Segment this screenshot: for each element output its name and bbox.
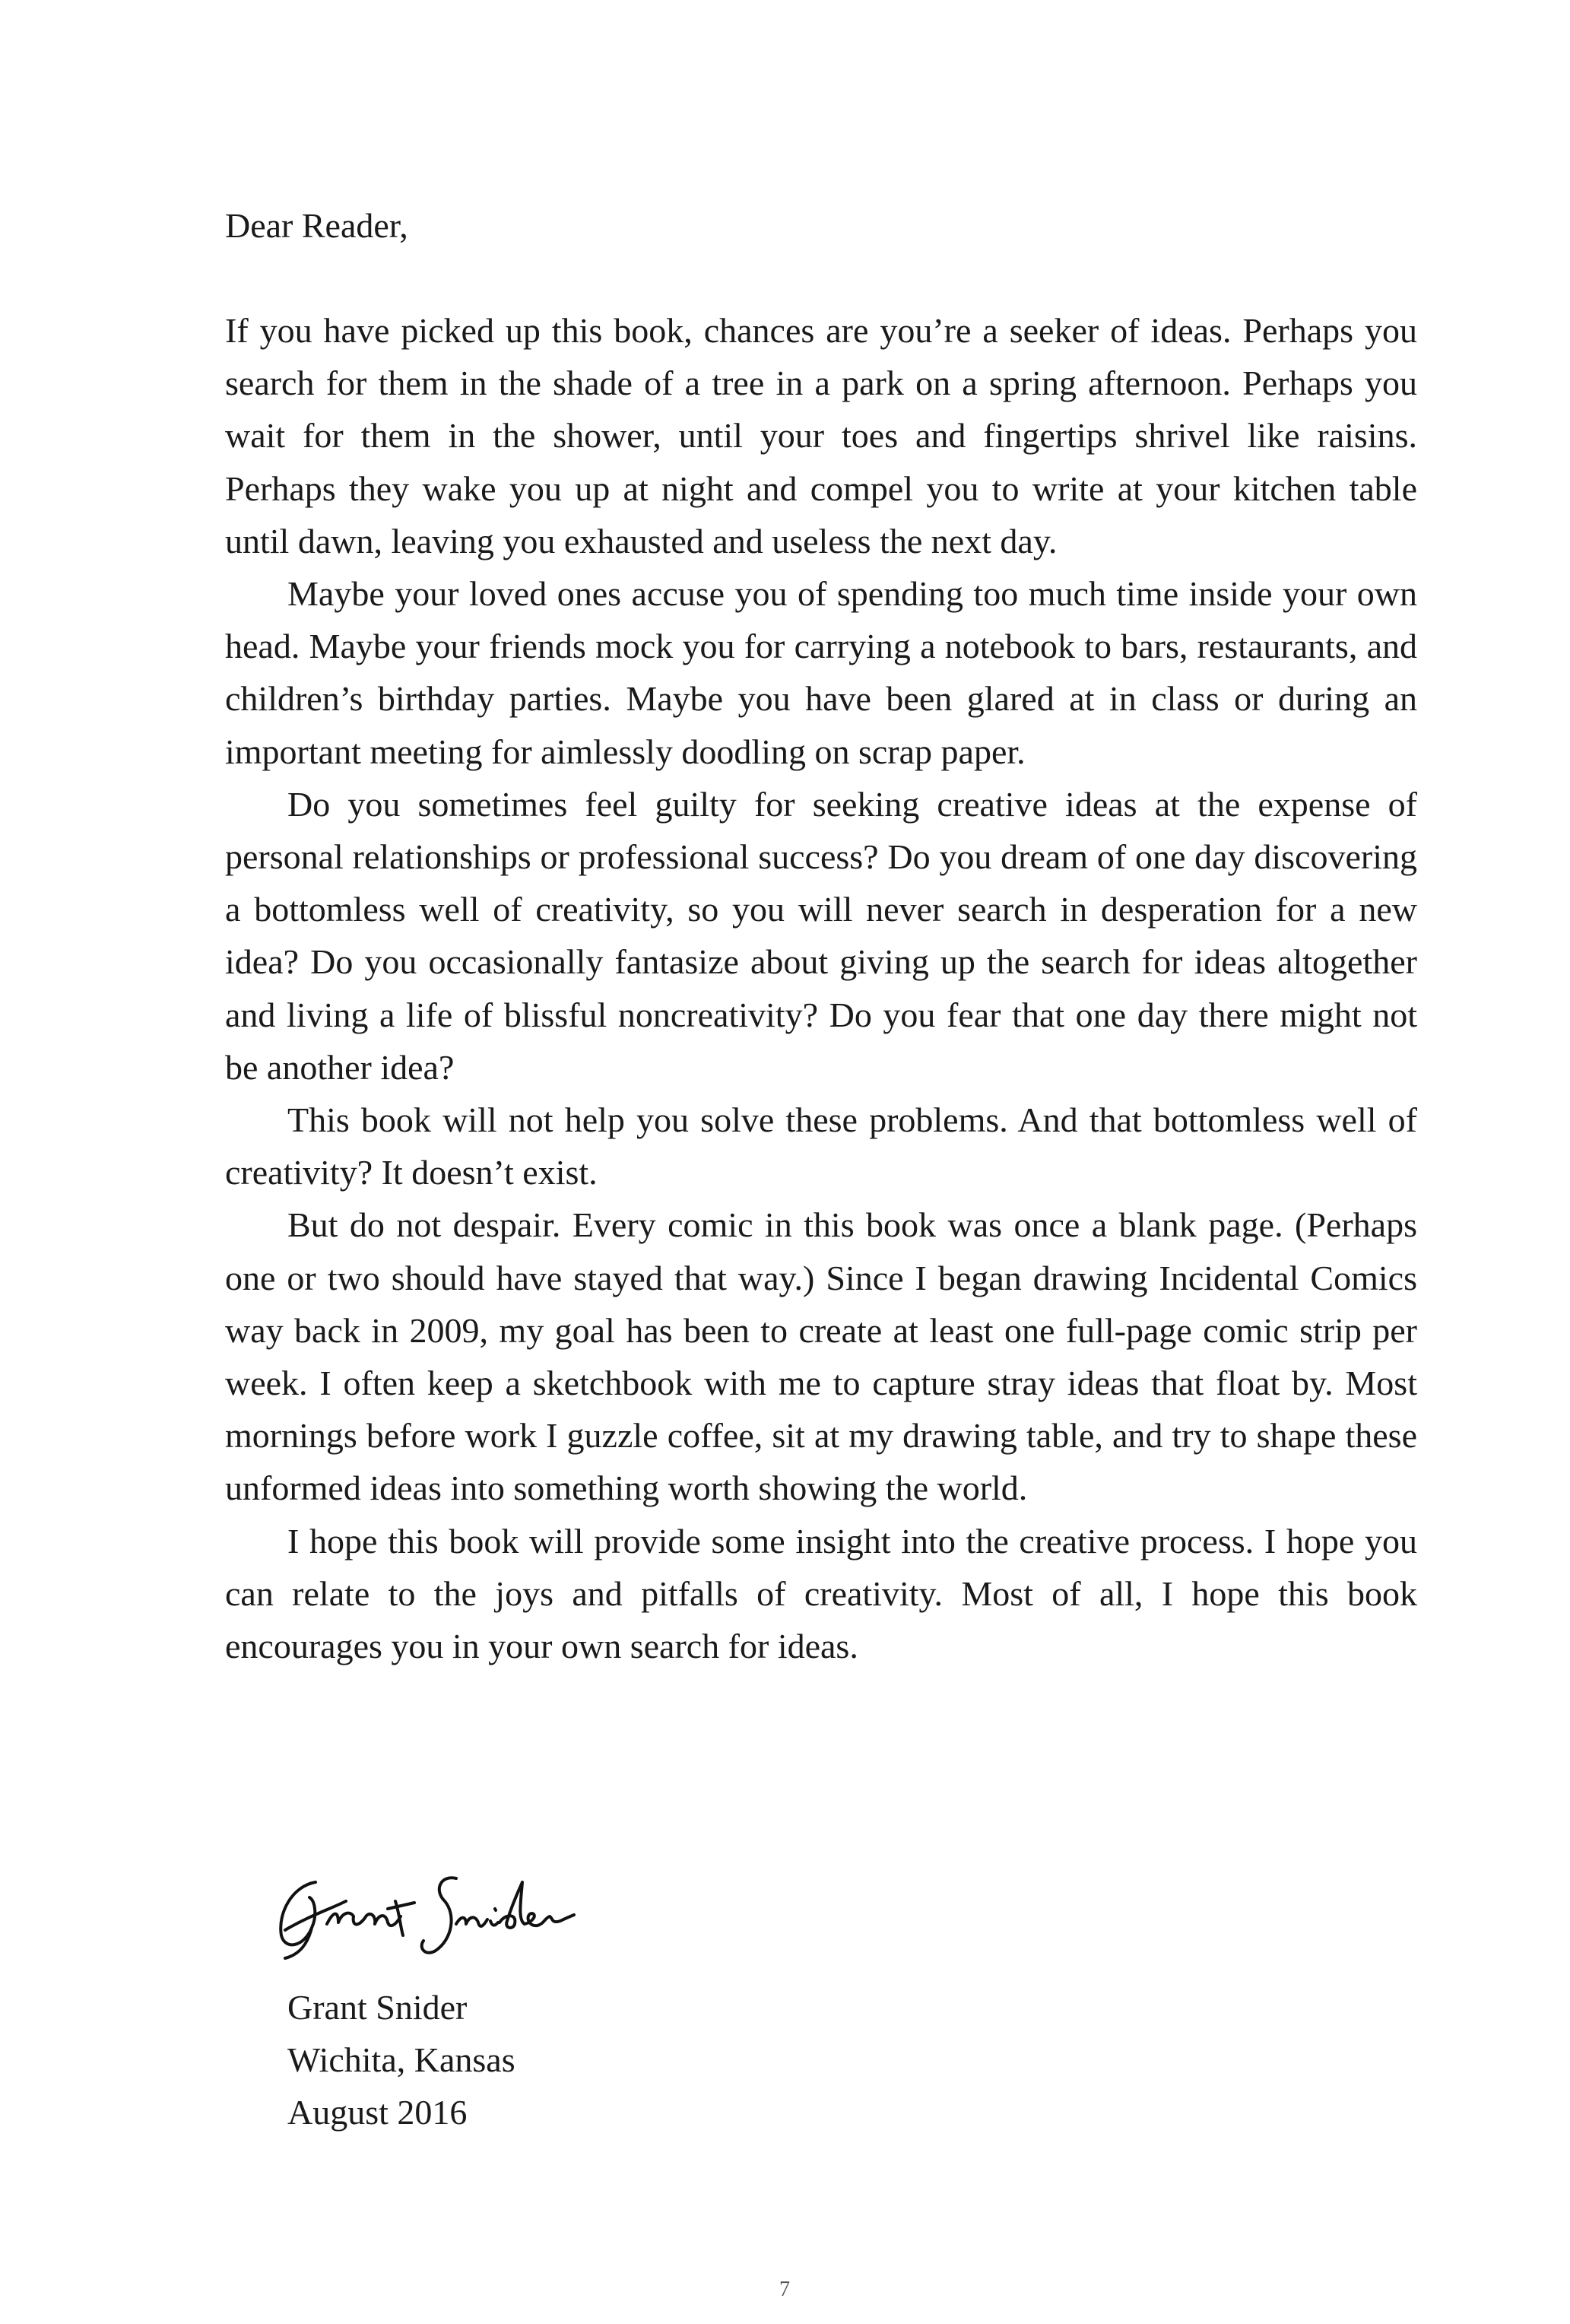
page-number: 7 <box>779 2278 791 2301</box>
paragraph-1: If you have picked up this book, chances are you’re a seeker of ideas. Perhaps you search for them in the shade of a tree in a park on a spring afternoon. Perhaps you wait for them in the shower, until your toes and fingertips shrivel like raisins. Perhaps they wake you up at night and compel you to write at your kitchen table until dawn, leaving you exhausted and useless the next day. <box>225 311 1417 560</box>
sign-off-block <box>287 1981 515 2138</box>
paragraph-4: This book will not help you solve these problems. And that bottomless well of creativity? It doesn’t exist. <box>225 1100 1417 1192</box>
letter-date: August 2016 <box>287 2093 468 2132</box>
salutation: Dear Reader, <box>225 206 408 245</box>
author-name: Grant Snider <box>287 1988 468 2027</box>
letter-body <box>225 304 1417 1672</box>
paragraph-5: But do not despair. Every comic in this book was once a blank page. (Perhaps one or two should have stayed that way.) Since I began drawing Incidental Comics way back in 2009, my goal has been to create at least one full-page comic strip per week. I often keep a sketchbook with me to capture stray ideas that float by. Most mornings before work I guzzle coffee, sit at my drawing table, and try to shape these unformed ideas into something worth showing the world. <box>225 1205 1417 1508</box>
author-location: Wichita, Kansas <box>287 2040 515 2079</box>
handwritten-signature <box>262 1856 582 1970</box>
paragraph-2: Maybe your loved ones accuse you of spending too much time inside your own head. Maybe your friends mock you for carrying a notebook to bars, restaurants, and children’s birthday parties. Maybe you have been glared at in class or during an important meeting for aimlessly doodling on scrap paper. <box>225 574 1417 771</box>
paragraph-3: Do you sometimes feel guilty for seeking creative ideas at the expense of personal relationships or professional success? Do you dream of one day discovering a bottomless well of creativity, so you will never search in desperation for a new idea? Do you occasionally fantasize about giving up the search for ideas altogether and living a life of blissful noncreativity? Do you fear that one day there might not be another idea? <box>225 784 1417 1087</box>
paragraph-6: I hope this book will provide some insight into the creative process. I hope you can relate to the joys and pitfalls of creativity. Most of all, I hope this book encourages you in your own search for ideas. <box>225 1521 1417 1666</box>
